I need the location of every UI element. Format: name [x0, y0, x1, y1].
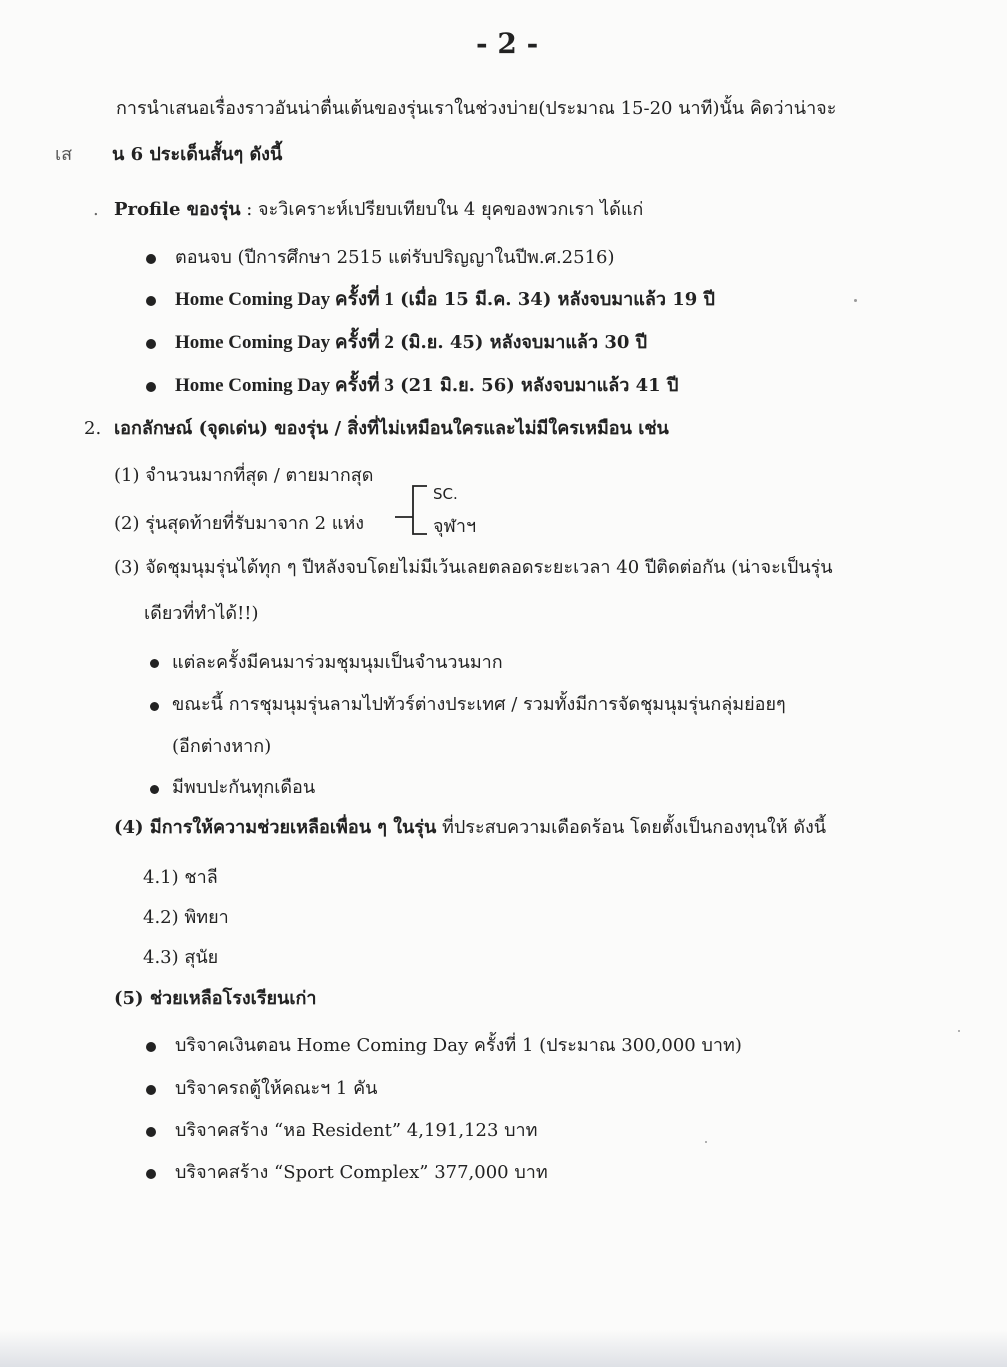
bullet-icon	[150, 702, 159, 711]
donation-item-3: บริจาคสร้าง “หอ Resident” 4,191,123 บาท	[175, 1120, 538, 1141]
section-1-marker: .	[93, 199, 99, 220]
bullet-icon	[146, 1169, 156, 1179]
section-2-title: เอกลักษณ์ (จุดเด่น) ของรุ่น / สิ่งที่ไม่เหมือนใครและไม่มีใครเหมือน เช่น	[114, 418, 669, 439]
bullet-icon	[146, 1127, 156, 1137]
donation-item-2: บริจาครถตู้ให้คณะฯ 1 คัน	[175, 1078, 378, 1099]
profile-item-2-text: (เมื่อ 15 มี.ค. 34) หลังจบมาแล้ว 19 ปี	[393, 289, 715, 310]
uniqueness-item-5: (5) ช่วยเหลือโรงเรียนเก่า	[114, 988, 317, 1009]
reunion-bullet-2-cont: (อีกต่างหาก)	[172, 736, 272, 757]
bullet-icon	[146, 1042, 156, 1052]
profile-item-4	[175, 374, 678, 398]
uniqueness-item-4	[114, 816, 826, 840]
profile-item-3	[175, 331, 647, 355]
profile-item-2	[175, 288, 715, 312]
section-1-heading	[114, 198, 643, 222]
scan-edge-shadow	[0, 1330, 1007, 1367]
profile-item-3-text: (มิ.ย. 45) หลังจบมาแล้ว 30 ปี	[393, 332, 648, 353]
fund-item-2: 4.2) พิทยา	[143, 907, 229, 928]
uniqueness-item-1: (1) จำนวนมากที่สุด / ตายมากสุด	[114, 465, 374, 486]
uniqueness-item-4-rest: ที่ประสบความเดือดร้อน โดยตั้งเป็นกองทุนให้ ดังนี้	[436, 817, 827, 838]
profile-item-4-text: (21 มิ.ย. 56) หลังจบมาแล้ว 41 ปี	[393, 375, 679, 396]
bullet-icon	[146, 296, 156, 306]
profile-item-1: ตอนจบ (ปีการศึกษา 2515 แต่รับปริญญาในปีพ.ศ.2516)	[175, 247, 615, 268]
bullet-icon	[146, 254, 156, 264]
reunion-bullet-3: มีพบปะกันทุกเดือน	[172, 777, 316, 798]
profile-item-2-lead: Home Coming Day ครั้งที่ 1	[175, 289, 394, 310]
bullet-icon	[146, 339, 156, 349]
uniqueness-item-2: (2) รุ่นสุดท้ายที่รับมาจาก 2 แห่ง	[114, 513, 365, 534]
intro-line-1: การนำเสนอเรื่องราวอันน่าตื่นเต้นของรุ่นเราในช่วงบ่าย(ประมาณ 15-20 นาที)นั้น คิดว่าน่าจะ	[116, 98, 837, 119]
reunion-bullet-1: แต่ละครั้งมีคนมาร่วมชุมนุมเป็นจำนวนมาก	[172, 652, 503, 673]
scan-speck	[958, 1030, 960, 1032]
bullet-icon	[146, 382, 156, 392]
page-number: - 2 -	[476, 27, 539, 60]
bracket-icon	[393, 480, 433, 540]
uniqueness-item-3-cont: เดียวที่ทำได้!!)	[144, 603, 259, 624]
donation-item-4: บริจาคสร้าง “Sport Complex” 377,000 บาท	[175, 1162, 548, 1183]
intro-line-2-prefix: เส	[55, 144, 73, 165]
profile-item-3-lead: Home Coming Day ครั้งที่ 2	[175, 332, 394, 353]
intro-line-2: น 6 ประเด็นสั้นๆ ดังนี้	[112, 144, 283, 165]
fund-item-3: 4.3) สุนัย	[143, 947, 219, 968]
reunion-bullet-2: ขณะนี้ การชุมนุมรุ่นลามไปทัวร์ต่างประเทศ / รวมทั้งมีการจัดชุมนุมรุ่นกลุ่มย่อยๆ	[172, 694, 786, 715]
section-2-marker: 2.	[84, 418, 102, 439]
section-1-title: Profile ของรุ่น	[114, 199, 241, 220]
section-1-subtitle: : จะวิเคราะห์เปรียบเทียบใน 4 ยุคของพวกเรา ได้แก่	[240, 199, 644, 220]
bullet-icon	[150, 659, 159, 668]
scan-speck	[705, 1141, 707, 1143]
uniqueness-item-4-bold: (4) มีการให้ความช่วยเหลือเพื่อน ๆ ในรุ่น	[114, 817, 437, 838]
scan-speck	[854, 299, 857, 302]
bracket-label-sc: SC.	[433, 485, 458, 503]
bracket-label-chula: จุฬาฯ	[433, 516, 477, 537]
fund-item-1: 4.1) ชาลี	[143, 867, 218, 888]
profile-item-4-lead: Home Coming Day ครั้งที่ 3	[175, 375, 394, 396]
bullet-icon	[150, 785, 159, 794]
donation-item-1: บริจาคเงินตอน Home Coming Day ครั้งที่ 1 (ประมาณ 300,000 บาท)	[175, 1035, 742, 1056]
bullet-icon	[146, 1085, 156, 1095]
uniqueness-item-3: (3) จัดชุมนุมรุ่นได้ทุก ๆ ปีหลังจบโดยไม่มีเว้นเลยตลอดระยะเวลา 40 ปีติดต่อกัน (น่าจะเป็นรุ่น	[114, 557, 833, 578]
